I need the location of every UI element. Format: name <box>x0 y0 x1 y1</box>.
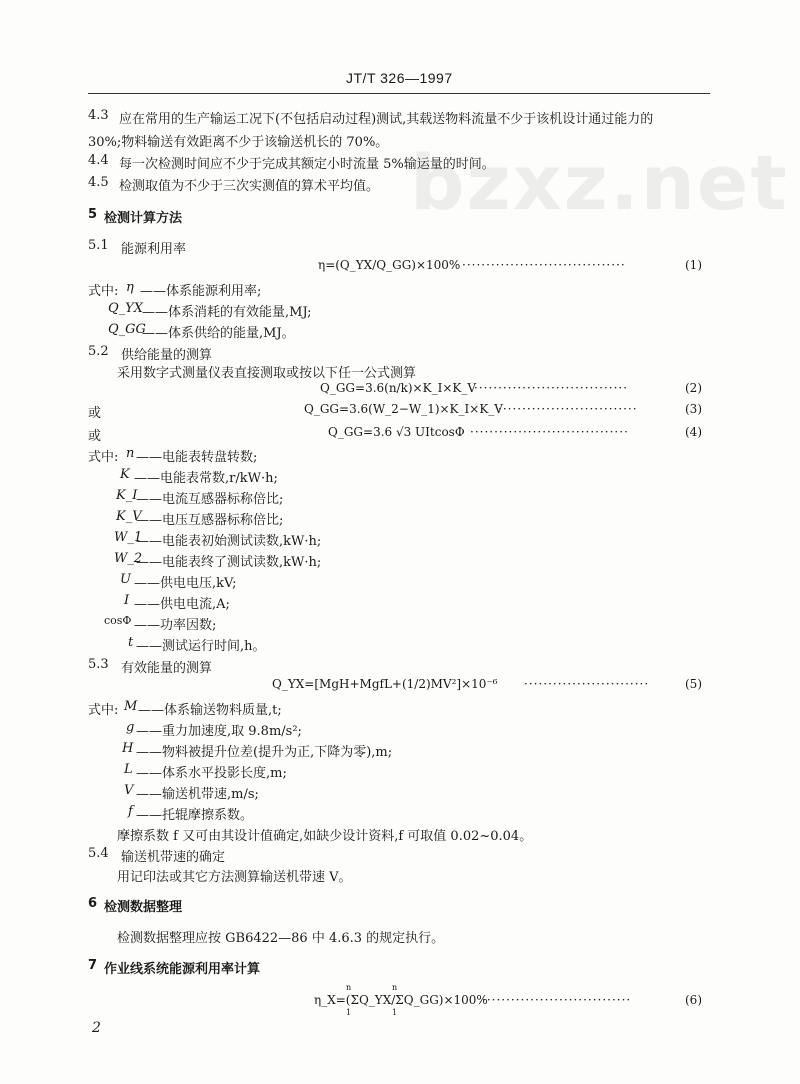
equation-1-number: (1) <box>685 258 702 272</box>
def-text: ——电能表常数,r/kW·h; <box>134 471 278 486</box>
def-symbol: V <box>124 783 134 798</box>
section-6-title: 检测数据整理 <box>104 900 183 915</box>
equation-5: Q_YX=[MgH+MgfL+(1/2)MV²]×10⁻⁶ <box>272 677 498 691</box>
def-symbol: W_2 <box>114 551 143 566</box>
def-symbol: W_1 <box>114 530 143 545</box>
def-text: ——体系供给的能量,MJ。 <box>142 326 295 341</box>
def-symbol: cosΦ <box>104 614 132 627</box>
section-6-number: 6 <box>88 896 98 911</box>
def-symbol: K <box>120 467 130 482</box>
equation-5-number: (5) <box>685 677 702 691</box>
def-text: ——测试运行时间,h。 <box>136 639 266 654</box>
clause-5-2-intro: 采用数字式测量仪表直接测取或按以下任一公式测算 <box>117 366 417 381</box>
equation-6-number: (6) <box>685 993 702 1007</box>
equation-3: Q_GG=3.6(W_2−W_1)×K_I×K_V <box>304 402 503 416</box>
leader-dots: ·································· <box>462 258 626 272</box>
def-text: ——电流互感器标称倍比; <box>136 492 284 507</box>
def-symbol: I <box>124 593 130 608</box>
or-label: 或 <box>88 406 102 421</box>
clause-5-2-number: 5.2 <box>88 344 109 359</box>
header-rule <box>88 93 710 94</box>
clause-4-4-number: 4.4 <box>88 153 109 168</box>
sum-lower-limit: 1 <box>346 1008 352 1017</box>
def-text: ——体系水平投影长度,m; <box>136 766 287 781</box>
clause-5-2-title: 供给能量的测算 <box>121 348 213 363</box>
equation-4-number: (4) <box>685 425 702 439</box>
equation-2: Q_GG=3.6(n/k)×K_I×K_V <box>320 381 476 395</box>
def-text: ——电能表初始测试读数,kW·h; <box>136 534 322 549</box>
clause-4-5-text: 检测取值为不少于三次实测值的算术平均值。 <box>119 179 380 194</box>
sum-lower-limit: 1 <box>392 1008 398 1017</box>
clause-5-1-title: 能源利用率 <box>121 242 187 257</box>
clause-4-3-line1: 应在常用的生产输运工况下(不包括启动过程)测试,其载送物料流量不少于该机设计通过能力的 <box>119 112 654 127</box>
def-symbol: η <box>126 280 134 295</box>
standard-code: JT/T 326—1997 <box>346 70 453 86</box>
page-number: 2 <box>92 1020 101 1036</box>
where-label: 式中: <box>88 450 119 465</box>
def-symbol: Q_GG <box>108 322 146 337</box>
def-symbol: Q_YX <box>108 301 143 316</box>
equation-6: η_X=(ΣQ_YX/ΣQ_GG)×100% <box>314 993 488 1007</box>
def-symbol: t <box>128 635 134 650</box>
equation-4: Q_GG=3.6 √3 UItcosΦ <box>328 425 465 439</box>
clause-5-4-number: 5.4 <box>88 846 109 861</box>
where-label: 式中: <box>88 284 119 299</box>
clause-5-1-number: 5.1 <box>88 238 109 253</box>
def-symbol: K_V <box>116 509 142 524</box>
def-text: ——功率因数; <box>134 618 217 633</box>
clause-4-3-line2: 30%;物料输送有效距离不少于该输送机长的 70%。 <box>88 135 389 150</box>
def-text: ——电能表终了测试读数,kW·h; <box>136 555 322 570</box>
def-text: ——电能表转盘转数; <box>136 450 258 465</box>
def-text: ——体系能源利用率; <box>140 284 262 299</box>
clause-4-5-number: 4.5 <box>88 175 109 190</box>
def-text: ——体系消耗的有效能量,MJ; <box>142 305 312 320</box>
leader-dots: ································· <box>470 425 629 439</box>
section-6-text: 检测数据整理应按 GB6422—86 中 4.6.3 的规定执行。 <box>117 931 445 946</box>
def-text: ——物料被提升位差(提升为正,下降为零),m; <box>136 745 393 760</box>
clause-4-4-text: 每一次检测时间应不少于完成其额定小时流量 5%输运量的时间。 <box>119 157 495 172</box>
def-symbol: H <box>122 741 134 756</box>
leader-dots: ································ <box>474 381 629 395</box>
def-text: ——重力加速度,取 9.8m/s²; <box>136 724 302 739</box>
def-symbol: M <box>124 699 138 714</box>
equation-3-number: (3) <box>685 402 702 416</box>
sum-upper-limit: n <box>346 983 352 992</box>
section-7-number: 7 <box>88 958 98 973</box>
def-text: ——供电电压,kV; <box>134 576 237 591</box>
def-symbol: U <box>120 572 131 587</box>
def-text: ——供电电流,A; <box>134 597 230 612</box>
watermark: bzxz.net <box>410 138 789 227</box>
section-7-title: 作业线系统能源利用率计算 <box>104 962 261 977</box>
clause-5-4-title: 输送机带速的确定 <box>121 850 226 865</box>
or-label: 或 <box>88 429 102 444</box>
clause-5-3-number: 5.3 <box>88 657 109 672</box>
def-symbol: g <box>126 720 135 735</box>
clause-4-3-number: 4.3 <box>88 108 109 123</box>
def-text: ——电压互感器标称倍比; <box>136 513 284 528</box>
leader-dots: ······························· <box>482 993 632 1007</box>
equation-1: η=(Q_YX/Q_GG)×100% <box>318 258 461 272</box>
leader-dots: ·························· <box>524 677 650 691</box>
def-text: ——托辊摩擦系数。 <box>136 808 254 823</box>
clause-5-3-note: 摩擦系数 f 又可由其设计值确定,如缺少设计资料,f 可取值 0.02~0.04。 <box>117 829 533 844</box>
def-symbol: n <box>126 446 135 461</box>
clause-5-3-title: 有效能量的测算 <box>121 661 213 676</box>
sum-upper-limit: n <box>392 983 398 992</box>
leader-dots: ····························· <box>498 402 638 416</box>
def-text: ——体系输送物料质量,t; <box>138 703 282 718</box>
def-symbol: K_I <box>116 488 138 503</box>
def-symbol: L <box>124 762 133 777</box>
section-5-title: 检测计算方法 <box>104 211 183 226</box>
def-text: ——输送机带速,m/s; <box>136 787 259 802</box>
equation-2-number: (2) <box>685 381 702 395</box>
section-5-number: 5 <box>88 207 98 222</box>
def-symbol: f <box>128 804 133 819</box>
clause-5-4-text: 用记印法或其它方法测算输送机带速 V。 <box>117 870 352 885</box>
where-label: 式中: <box>88 703 119 718</box>
